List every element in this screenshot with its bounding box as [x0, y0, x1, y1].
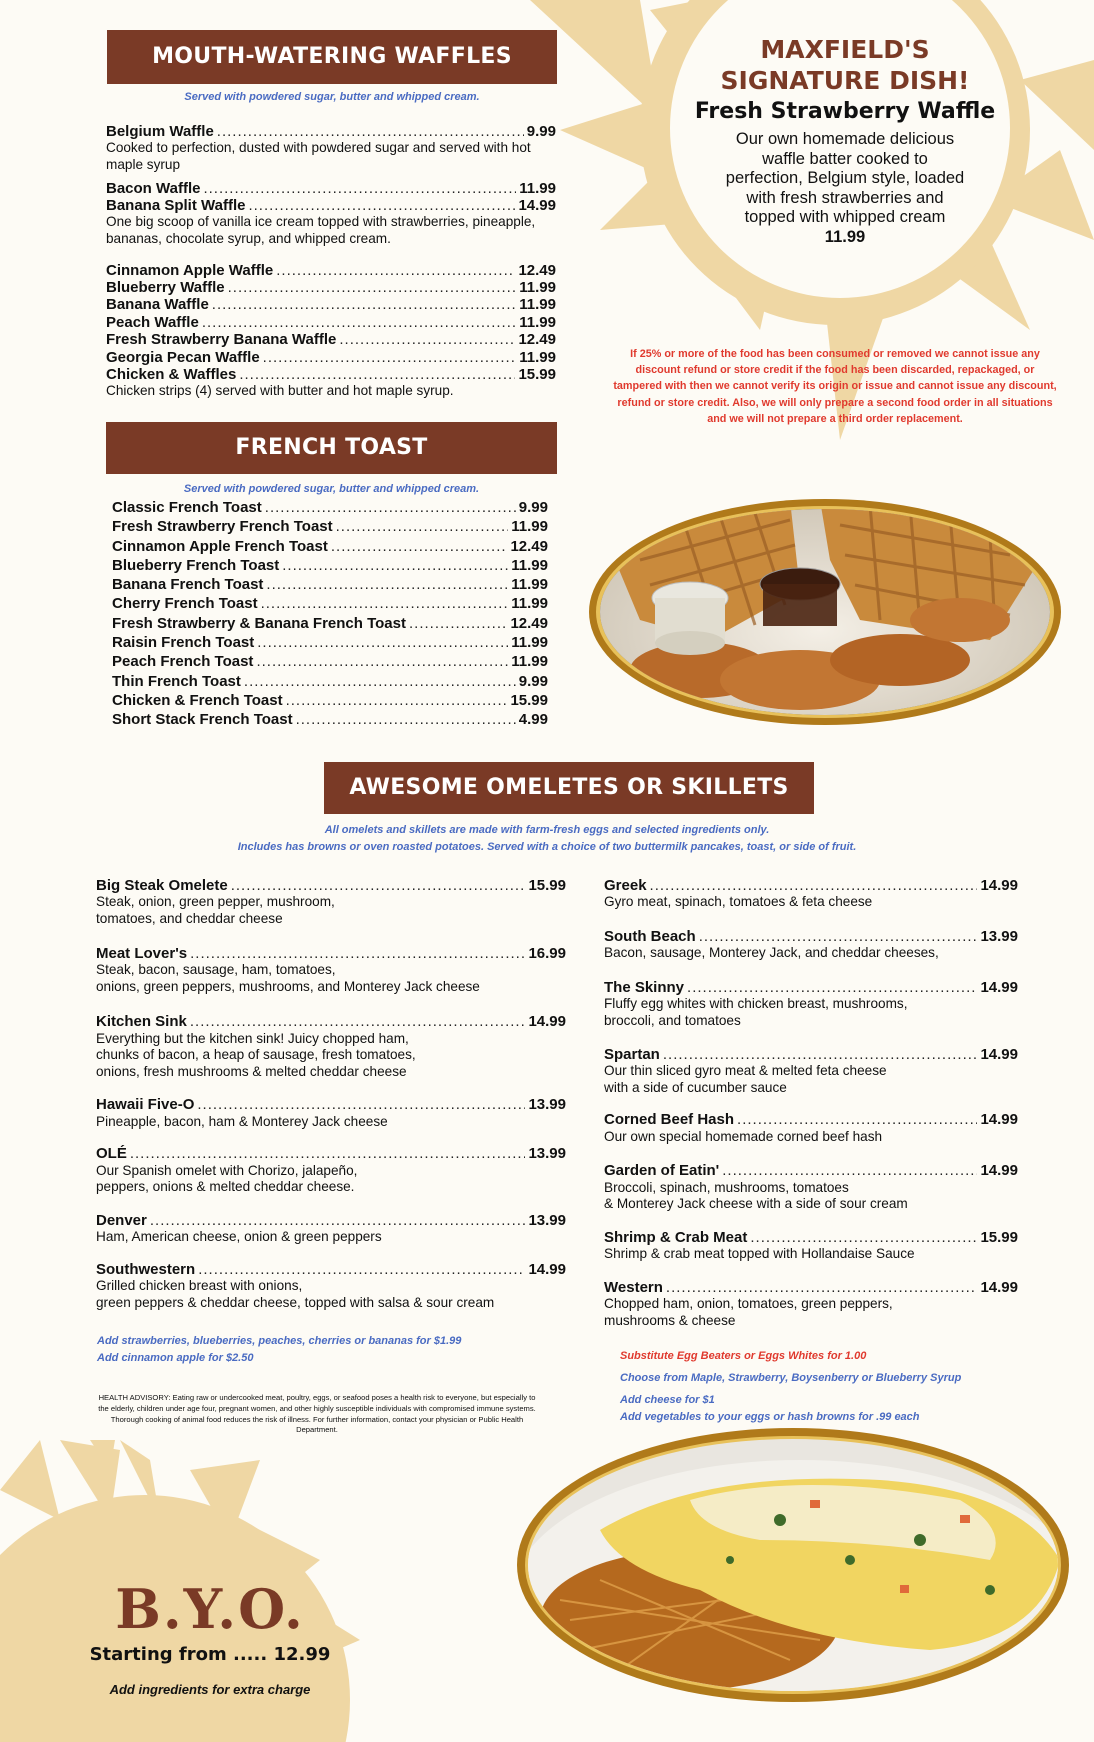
- omelet-item: [96, 877, 566, 928]
- item-price: 15.99: [510, 691, 548, 709]
- menu-item: [106, 279, 556, 296]
- menu-item-row: [112, 537, 548, 556]
- item-name: Fresh Strawberry & Banana French Toast: [112, 614, 406, 632]
- omelet-item: [96, 1212, 566, 1246]
- item-name: Classic French Toast: [112, 499, 262, 516]
- menu-item: [106, 331, 556, 348]
- item-price: 15.99: [528, 877, 566, 894]
- omelets-note-1: All omelets and skillets are made with farm-fresh eggs and selected ingredients only.: [324, 824, 770, 836]
- item-name: Fresh Strawberry Banana Waffle: [106, 331, 337, 349]
- item-price: 11.99: [511, 518, 548, 536]
- item-price: 11.99: [519, 296, 556, 314]
- menu-item-row: [96, 1212, 566, 1229]
- signature-price: 11.99: [824, 227, 866, 246]
- item-description: Grilled chicken breast with onions, green peppers & cheddar cheese, topped with salsa & sour cream: [96, 1278, 495, 1310]
- item-price: 13.99: [528, 1211, 566, 1229]
- dot-leader: [256, 652, 508, 671]
- menu-item-row: [112, 556, 548, 575]
- omelets-right-column: [604, 877, 1018, 1329]
- item-name: Spartan: [604, 1045, 660, 1063]
- dot-leader: [248, 197, 515, 214]
- dot-leader: [276, 262, 515, 279]
- omelet-item: [604, 1111, 1018, 1145]
- item-name: Raisin French Toast: [112, 634, 255, 652]
- omelet-item: [604, 1046, 1018, 1097]
- item-price: 14.99: [980, 1162, 1018, 1180]
- menu-item-row: [106, 180, 556, 197]
- item-name: Peach French Toast: [112, 653, 254, 671]
- item-price: 11.99: [519, 279, 556, 296]
- item-price: 14.99: [980, 1278, 1018, 1296]
- menu-item: [106, 180, 556, 197]
- waffles-header: MOUTH-WATERING WAFFLES: [107, 30, 557, 84]
- dot-leader: [296, 710, 516, 729]
- item-price: 11.99: [511, 595, 548, 613]
- item-price: 15.99: [518, 366, 556, 384]
- addon-fruit: Add strawberries, blueberries, peaches, cherries or bananas for $1.99: [97, 1335, 462, 1347]
- item-name: Kitchen Sink: [96, 1013, 187, 1031]
- menu-item-row: [112, 672, 548, 691]
- dot-leader: [699, 928, 978, 945]
- dot-leader: [239, 366, 515, 383]
- dot-leader: [197, 1096, 525, 1113]
- item-price: 12.49: [518, 261, 556, 279]
- dot-leader: [217, 123, 524, 140]
- omelet-item: [96, 1261, 566, 1312]
- dot-leader: [663, 1046, 978, 1063]
- menu-item: [106, 366, 556, 400]
- item-price: 9.99: [526, 123, 556, 140]
- french-toast-header: FRENCH TOAST: [106, 422, 557, 474]
- item-description: Our own special homemade corned beef hash: [604, 1128, 883, 1144]
- dot-leader: [339, 331, 515, 348]
- signature-subtitle: Fresh Strawberry Waffle: [694, 99, 996, 124]
- byo-section: [80, 1578, 340, 1697]
- omelet-item: [604, 979, 1018, 1030]
- french-toast-note: Served with powdered sugar, butter and whipped cream.: [183, 483, 480, 495]
- waffles-list: [106, 123, 556, 400]
- item-description: Broccoli, spinach, mushrooms, tomatoes & Monterey Jack cheese with a side of sour cream: [604, 1179, 908, 1212]
- menu-item-row: [96, 877, 566, 894]
- menu-item: [106, 197, 556, 248]
- dot-leader: [687, 979, 977, 996]
- menu-item: [106, 349, 556, 366]
- item-name: Greek: [604, 877, 647, 894]
- item-price: 11.99: [519, 313, 556, 331]
- menu-item-row: [112, 710, 548, 729]
- item-name: Thin French Toast: [112, 672, 241, 690]
- menu-item: [106, 314, 556, 331]
- item-description: Everything but the kitchen sink! Juicy chopped ham, chunks of bacon, a heap of sausage, fresh tomatoes, onions, fresh mushrooms & melted cheddar cheese: [96, 1030, 416, 1079]
- menu-item: [106, 296, 556, 313]
- item-price: 14.99: [980, 979, 1018, 996]
- menu-item-row: [112, 594, 548, 613]
- menu-item-row: [604, 928, 1018, 945]
- addon-egg-substitute: Substitute Egg Beaters or Eggs Whites for 1.00: [620, 1350, 867, 1362]
- dot-leader: [331, 537, 508, 556]
- item-price: 11.99: [511, 634, 548, 652]
- menu-item-row: [112, 517, 548, 536]
- item-name: The Skinny: [604, 979, 685, 996]
- dot-leader: [212, 296, 516, 313]
- item-name: Garden of Eatin': [604, 1162, 720, 1180]
- item-price: 11.99: [519, 179, 556, 197]
- menu-item-row: [604, 1162, 1018, 1179]
- item-description: Our Spanish omelet with Chorizo, jalapeño, peppers, onions & melted cheddar cheese.: [96, 1162, 358, 1195]
- item-name: Meat Lover's: [96, 944, 188, 962]
- menu-item-row: [112, 691, 548, 710]
- item-description: Steak, onion, green pepper, mushroom, tomatoes, and cheddar cheese: [96, 894, 335, 926]
- dot-leader: [266, 575, 508, 594]
- menu-item-row: [96, 1096, 566, 1113]
- item-price: 9.99: [518, 499, 548, 516]
- dot-leader: [228, 279, 517, 296]
- omelet-item: [604, 928, 1018, 962]
- addon-cinnamon: Add cinnamon apple for $2.50: [97, 1352, 254, 1364]
- byo-title: B.Y.O.: [115, 1577, 305, 1641]
- signature-dish: [660, 34, 1030, 247]
- omelet-item: [96, 1096, 566, 1130]
- dot-leader: [202, 314, 516, 331]
- dot-leader: [198, 1261, 525, 1278]
- byo-note: Add ingredients for extra charge: [109, 1682, 311, 1697]
- menu-item-row: [96, 1261, 566, 1278]
- menu-item-row: [112, 614, 548, 633]
- item-name: Cherry French Toast: [112, 595, 258, 613]
- dot-leader: [130, 1145, 526, 1162]
- item-name: Denver: [96, 1211, 147, 1229]
- item-price: 12.49: [510, 537, 548, 555]
- menu-item-row: [604, 1229, 1018, 1246]
- item-price: 11.99: [511, 576, 548, 594]
- item-price: 16.99: [528, 944, 566, 962]
- item-description: Fluffy egg whites with chicken breast, mushrooms, broccoli, and tomatoes: [604, 996, 908, 1028]
- menu-item-row: [604, 877, 1018, 894]
- refund-policy: If 25% or more of the food has been consumed or removed we cannot issue any discount refund or store credit if the food has been discarded, repackaged, or tampered with then we cannot verify its origin or issue and cannot issue any discount, refund or store credit. Also, we will only prepare a second food order in all situations and we will not prepare a third order replacement.: [613, 348, 1057, 425]
- item-name: OLÉ: [96, 1145, 127, 1163]
- dot-leader: [203, 180, 516, 197]
- item-name: Chicken & Waffles: [106, 366, 237, 384]
- item-name: Cinnamon Apple Waffle: [106, 261, 274, 279]
- item-price: 11.99: [519, 348, 556, 366]
- item-description: Our thin sliced gyro meat & melted feta cheese with a side of cucumber sauce: [604, 1063, 887, 1095]
- menu-item-row: [604, 1279, 1018, 1296]
- dot-leader: [666, 1279, 978, 1296]
- omelet-item: [604, 1279, 1018, 1330]
- dot-leader: [261, 594, 509, 613]
- item-description: Steak, bacon, sausage, ham, tomatoes, onions, green peppers, mushrooms, and Monterey Jack cheese: [96, 962, 480, 994]
- item-description: Chopped ham, onion, tomatoes, green peppers, mushrooms & cheese: [604, 1296, 893, 1328]
- item-name: Fresh Strawberry French Toast: [112, 518, 333, 536]
- dot-leader: [190, 1013, 526, 1030]
- item-price: 9.99: [518, 672, 548, 690]
- item-name: Georgia Pecan Waffle: [106, 348, 260, 366]
- omelet-item: [604, 1229, 1018, 1263]
- item-price: 13.99: [528, 1096, 566, 1114]
- menu-item-row: [112, 498, 548, 517]
- menu-item: [106, 123, 556, 174]
- signature-title-2: SIGNATURE DISH!: [720, 66, 970, 95]
- item-price: 12.49: [518, 331, 556, 349]
- dot-leader: [150, 1212, 526, 1229]
- item-description: Pineapple, bacon, ham & Monterey Jack cheese: [96, 1113, 388, 1129]
- item-price: 14.99: [980, 1111, 1018, 1129]
- addon-vegetables: Add vegetables to your eggs or hash browns for .99 each: [620, 1411, 920, 1423]
- menu-item-row: [604, 1111, 1018, 1128]
- item-description: One big scoop of vanilla ice cream topped with strawberries, pineapple, bananas, chocolate syrup, and whipped cream.: [106, 214, 536, 246]
- dot-leader: [650, 877, 978, 894]
- item-price: 11.99: [511, 556, 548, 574]
- item-name: Peach Waffle: [106, 313, 199, 331]
- menu-item-row: [106, 279, 556, 296]
- omelet-item: [96, 1013, 566, 1080]
- menu-item-row: [106, 197, 556, 214]
- dot-leader: [244, 672, 516, 691]
- menu-item-row: [106, 296, 556, 313]
- dot-leader: [265, 498, 516, 517]
- waffle-chicken-photo: [560, 490, 1080, 760]
- dot-leader: [282, 556, 508, 575]
- dot-leader: [263, 349, 517, 366]
- menu-item-row: [96, 1013, 566, 1030]
- omelets-note-2: Includes has browns or oven roasted potatoes. Served with a choice of two buttermilk pancakes, toast, or side of fruit.: [237, 841, 857, 853]
- item-description: Gyro meat, spinach, tomatoes & feta cheese: [604, 894, 873, 910]
- item-price: 14.99: [528, 1013, 566, 1031]
- menu-item-row: [106, 366, 556, 383]
- omelet-item: [96, 945, 566, 996]
- dot-leader: [231, 877, 526, 894]
- item-name: Short Stack French Toast: [112, 711, 293, 729]
- menu-item-row: [604, 979, 1018, 996]
- item-name: Blueberry Waffle: [106, 279, 225, 296]
- addon-cheese: Add cheese for $1: [620, 1394, 715, 1406]
- signature-title-1: MAXFIELD'S: [760, 35, 930, 64]
- health-advisory: HEALTH ADVISORY: Eating raw or undercooked meat, poultry, eggs, or seafood poses a health risk to everyone, but especially to the elderly, children under age four, pregnant women, and other highly susceptible individuals with compromised immune systems. Thorough cooking of animal food reduces the risk of illness. For further information, contact your physician or Public Health Department.: [98, 1393, 536, 1435]
- dot-leader: [722, 1162, 977, 1179]
- item-description: Ham, American cheese, onion & green peppers: [96, 1229, 382, 1245]
- item-price: 4.99: [518, 711, 548, 729]
- menu-item-row: [106, 262, 556, 279]
- item-price: 15.99: [980, 1228, 1018, 1246]
- menu-item-row: [112, 633, 548, 652]
- item-name: Hawaii Five-O: [96, 1096, 195, 1114]
- item-price: 14.99: [518, 197, 556, 214]
- item-name: Banana French Toast: [112, 576, 264, 594]
- dot-leader: [336, 517, 509, 536]
- menu-item-row: [604, 1046, 1018, 1063]
- item-name: Chicken & French Toast: [112, 691, 283, 709]
- omelet-item: [604, 877, 1018, 911]
- byo-price: Starting from ..... 12.99: [89, 1644, 331, 1665]
- menu-item-row: [106, 331, 556, 348]
- menu-item-row: [112, 652, 548, 671]
- item-description: Shrimp & crab meat topped with Hollandaise Sauce: [604, 1246, 915, 1262]
- menu-item-row: [106, 314, 556, 331]
- omelet-hashbrown-photo: [510, 1428, 1090, 1740]
- item-name: Blueberry French Toast: [112, 556, 280, 574]
- item-name: Big Steak Omelete: [96, 877, 228, 894]
- signature-description: Our own homemade delicious waffle batter cooked to perfection, Belgium style, loaded with fresh strawberries and topped with whipped cream: [725, 130, 965, 226]
- addon-syrup: Choose from Maple, Strawberry, Boysenberry or Blueberry Syrup: [620, 1372, 962, 1384]
- omelets-left-column: [96, 877, 566, 1312]
- item-name: South Beach: [604, 928, 696, 945]
- item-price: 13.99: [980, 928, 1018, 945]
- omelet-item: [604, 1162, 1018, 1213]
- dot-leader: [257, 633, 508, 652]
- item-name: Banana Waffle: [106, 296, 209, 314]
- item-price: 11.99: [511, 653, 548, 671]
- dot-leader: [750, 1229, 977, 1246]
- omelet-item: [96, 1145, 566, 1196]
- menu-item-row: [106, 349, 556, 366]
- item-description: Cooked to perfection, dusted with powdered sugar and served with hot maple syrup: [106, 140, 531, 172]
- menu-item-row: [96, 1145, 566, 1162]
- item-name: Belgium Waffle: [106, 123, 214, 140]
- menu-item-row: [112, 575, 548, 594]
- item-description: Bacon, sausage, Monterey Jack, and cheddar cheeses,: [604, 945, 939, 961]
- item-description: Chicken strips (4) served with butter and hot maple syrup.: [106, 383, 454, 399]
- dot-leader: [409, 614, 507, 633]
- item-name: Banana Split Waffle: [106, 197, 246, 214]
- item-price: 12.49: [510, 614, 548, 632]
- item-price: 14.99: [980, 877, 1018, 894]
- waffles-note: Served with powdered sugar, butter and whipped cream.: [184, 91, 480, 103]
- menu-item: [106, 262, 556, 279]
- item-name: Bacon Waffle: [106, 179, 201, 197]
- item-name: Corned Beef Hash: [604, 1111, 735, 1129]
- item-name: Southwestern: [96, 1260, 196, 1278]
- item-name: Shrimp & Crab Meat: [604, 1228, 748, 1246]
- menu-item-row: [106, 123, 556, 140]
- omelets-header: AWESOME OMELETES OR SKILLETS: [324, 762, 814, 814]
- dot-leader: [737, 1111, 977, 1128]
- item-name: Western: [604, 1278, 663, 1296]
- item-price: 14.99: [528, 1260, 566, 1278]
- menu-item-row: [96, 945, 566, 962]
- dot-leader: [286, 691, 508, 710]
- item-price: 13.99: [528, 1145, 566, 1163]
- french-toast-list: [112, 498, 548, 730]
- item-price: 14.99: [980, 1045, 1018, 1063]
- dot-leader: [190, 945, 525, 962]
- item-name: Cinnamon Apple French Toast: [112, 537, 328, 555]
